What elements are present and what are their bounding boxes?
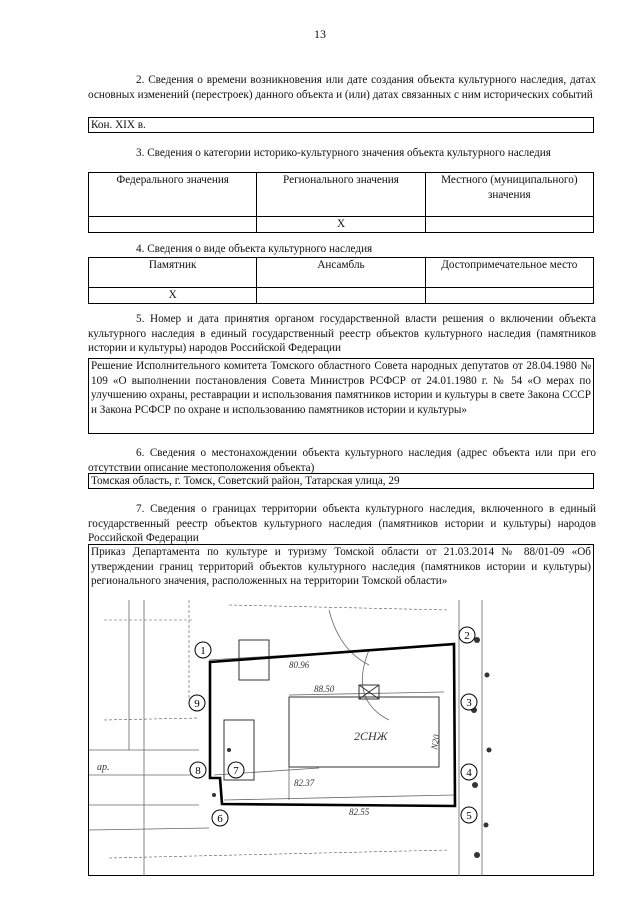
plan-elev-4: 82.55 (349, 807, 370, 817)
section-6-title: 6. Сведения о местонахождении объекта культурного наследия (адрес объекта или при его отсутствии описание местоположения объекта) (88, 447, 596, 474)
svg-text:7: 7 (233, 765, 239, 777)
section-5-value: Решение Исполнительного комитета Томского областного Совета народных депутатов от 28.04.1980 № 109 «О выполнении постановления Совета Министров РСФСР от 24.01.1980 г. № 54 «О мерах по улучшению охраны, реставрации и использования памятников истории и культуры в свете Закона СССР и Закона РСФСР по охране и использованию памятников истории и культуры» (88, 358, 594, 434)
page-number: 13 (314, 27, 326, 41)
mark-regional: X (257, 217, 425, 233)
point-5 (461, 807, 477, 823)
plan-elev-2: 88.50 (314, 684, 335, 694)
point-1 (195, 642, 211, 658)
svg-text:3: 3 (466, 697, 472, 709)
svg-text:8: 8 (195, 765, 201, 777)
plan-left-text: ар. (97, 762, 110, 773)
point-3 (461, 694, 477, 710)
mark-local (425, 217, 593, 233)
header-ensemble: Ансамбль (257, 258, 425, 288)
point-7 (228, 762, 244, 778)
svg-text:5: 5 (466, 810, 472, 822)
plan-elev-1: 80.96 (289, 660, 310, 670)
svg-text:1: 1 (200, 645, 206, 657)
header-monument: Памятник (89, 258, 257, 288)
header-regional: Регионального значения (257, 173, 425, 217)
mark-monument: X (89, 288, 257, 304)
section-3-table (88, 172, 594, 233)
svg-text:2: 2 (464, 630, 470, 642)
boundary-plan-drawing (89, 600, 595, 876)
point-6 (212, 810, 228, 826)
plan-street-number: N20 (429, 733, 442, 751)
section-5-title: 5. Номер и дата принятия органом государственной власти решения о включении объекта культурного наследия в единый государственный реестр объектов культурного наследия (памятников истории и культуры) народов Российской Федерации (88, 313, 596, 355)
plan-building-label: 2СНЖ (354, 729, 388, 743)
section-6-value: Томская область, г. Томск, Советский район, Татарская улица, 29 (88, 473, 594, 489)
header-place: Достопримечательное место (425, 258, 593, 288)
section-7-title: 7. Сведения о границах территории объекта культурного наследия, включенного в единый государственный реестр объектов культурного наследия (памятников истории и культуры) народов Российской Федерации (88, 503, 596, 545)
header-local: Местного (муниципального) значения (425, 173, 593, 217)
svg-text:9: 9 (194, 698, 200, 710)
plan-elev-3: 82.37 (294, 778, 315, 788)
header-federal: Федерального значения (89, 173, 257, 217)
boundary-plan (88, 600, 594, 876)
svg-text:6: 6 (217, 813, 223, 825)
point-9 (189, 695, 205, 711)
mark-place (425, 288, 593, 304)
section-4-title: 4. Сведения о виде объекта культурного наследия (136, 243, 373, 255)
point-4 (461, 764, 477, 780)
point-8 (190, 762, 206, 778)
section-3-title: 3. Сведения о категории историко-культурного значения объекта культурного наследия (136, 147, 551, 159)
section-4-table (88, 257, 594, 304)
section-2-value: Кон. XIX в. (88, 117, 594, 133)
svg-text:4: 4 (466, 767, 472, 779)
mark-federal (89, 217, 257, 233)
mark-ensemble (257, 288, 425, 304)
section-2-title: 2. Сведения о времени возникновения или дате создания объекта культурного наследия, датах основных изменений (перестроек) данного объекта и (или) датах связанных с ним исторических событий (88, 74, 596, 101)
point-2 (459, 627, 475, 643)
section-7-value: Приказ Департамента по культуре и туризму Томской области от 21.03.2014 № 88/01-09 «Об утверждении границ территорий объектов культурного наследия (памятников истории и культуры) регионального значения, расположенных на территории Томской области» (88, 544, 594, 601)
